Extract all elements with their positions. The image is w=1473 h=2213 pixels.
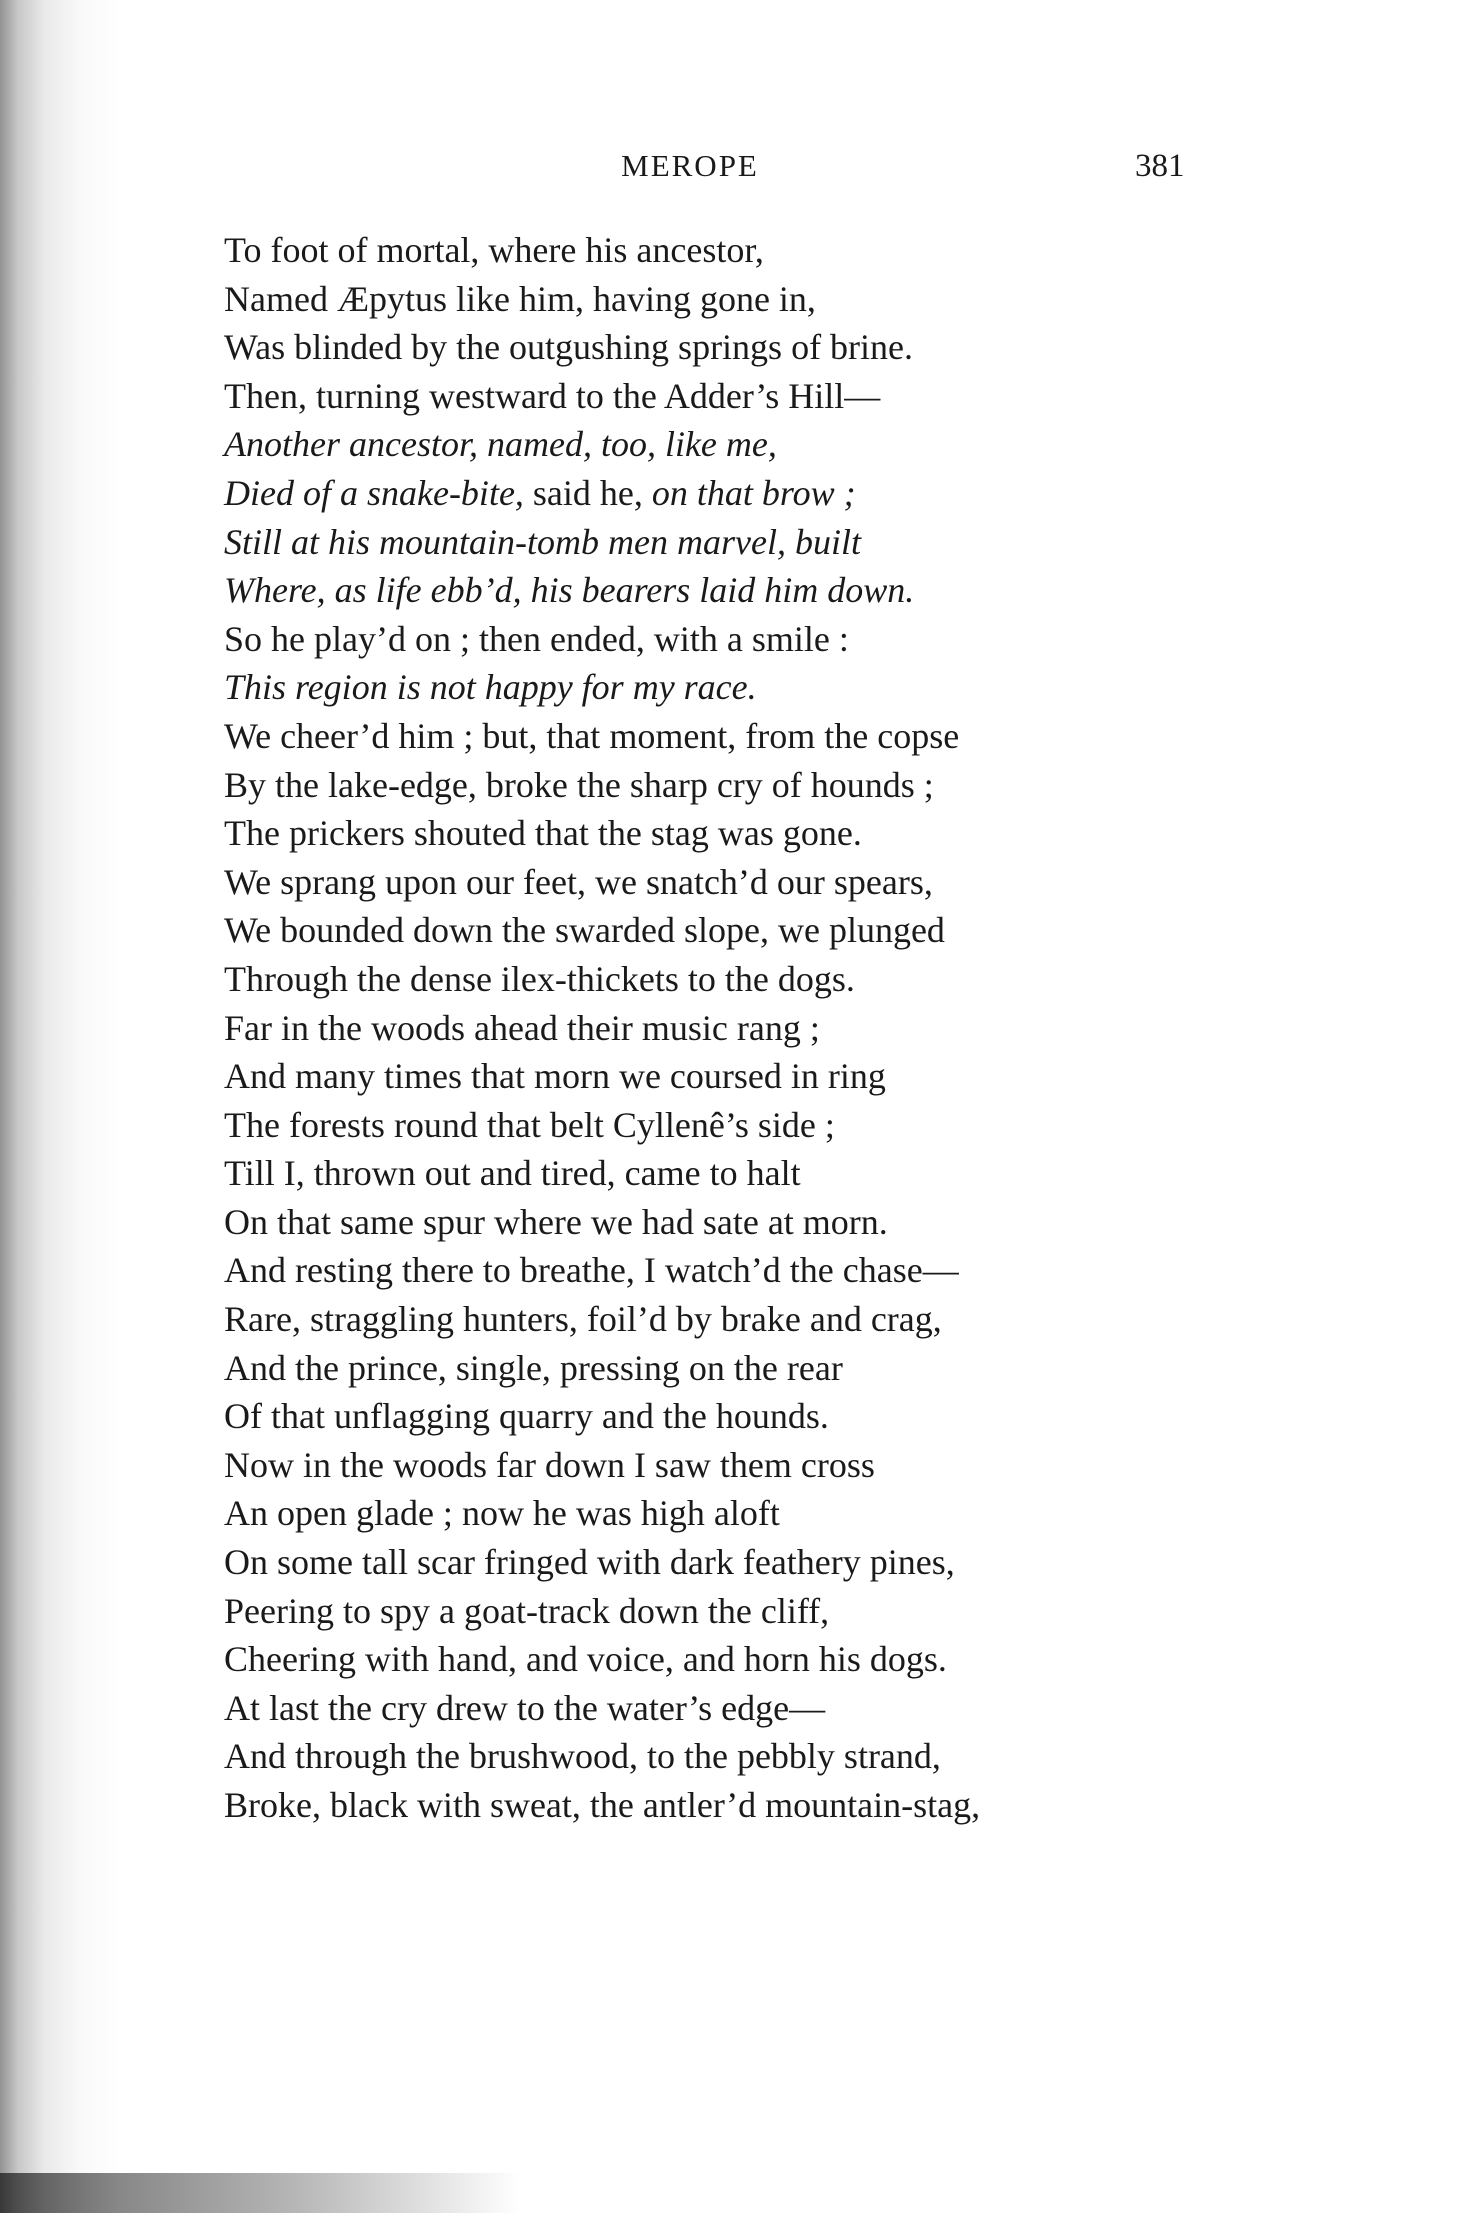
verse-line: Now in the woods far down I saw them cross — [224, 1444, 875, 1485]
verse-line: Named Æpytus like him, having gone in, — [224, 278, 816, 319]
verse-line: Was blinded by the outgushing springs of brine. — [224, 327, 914, 368]
verse-fragment-italic: Died of a snake-bite, — [224, 472, 524, 513]
verse-line: So he play’d on ; then ended, with a smile : — [224, 618, 849, 659]
verse-line-italic: This region is not happy for my race. — [224, 667, 757, 708]
running-head — [0, 148, 1473, 196]
verse-line: By the lake-edge, broke the sharp cry of hounds ; — [224, 764, 934, 805]
verse-line: To foot of mortal, where his ancestor, — [224, 230, 764, 270]
verse-line: Peering to spy a goat-track down the cliff, — [224, 1590, 830, 1631]
verse-line: We cheer’d him ; but, that moment, from the copse — [224, 715, 960, 756]
verse-line-italic: Another ancestor, named, too, like me, — [224, 424, 777, 465]
verse-line: Through the dense ilex-thickets to the dogs. — [224, 958, 855, 999]
verse-line: Cheering with hand, and voice, and horn his dogs. — [224, 1639, 947, 1680]
page-number: 381 — [1135, 148, 1185, 184]
verse-line: An open glade ; now he was high aloft — [224, 1493, 780, 1534]
verse-fragment-italic: on that brow ; — [651, 472, 856, 513]
binding-shadow — [0, 0, 120, 2213]
verse-line: And many times that morn we coursed in ring — [224, 1056, 886, 1097]
verse-line: At last the cry drew to the water’s edge— — [224, 1687, 826, 1728]
verse-line: And the prince, single, pressing on the rear — [224, 1347, 843, 1388]
verse-line: On that same spur where we had sate at morn. — [224, 1201, 888, 1242]
verse-fragment: said he, — [523, 472, 652, 513]
verse-line: We sprang upon our feet, we snatch’d our spears, — [224, 861, 933, 902]
running-title: MEROPE — [621, 148, 759, 183]
verse-line-italic: Where, as life ebb’d, his bearers laid him down. — [224, 570, 915, 611]
verse-line: Far in the woods ahead their music rang ; — [224, 1007, 820, 1048]
verse-line: Rare, straggling hunters, foil’d by brake and crag, — [224, 1299, 942, 1340]
verse-line: And through the brushwood, to the pebbly strand, — [224, 1736, 941, 1777]
verse-line: Broke, black with sweat, the antler’d mountain-stag, — [224, 1785, 981, 1825]
verse-line: Then, turning westward to the Adder’s Hill— — [224, 375, 881, 416]
verse-line-italic: Still at his mountain-tomb men marvel, built — [224, 521, 861, 562]
verse-line: On some tall scar fringed with dark feathery pines, — [224, 1542, 955, 1583]
verse-line: The forests round that belt Cyllenê’s side ; — [224, 1104, 835, 1145]
verse-line: Of that unflagging quarry and the hounds. — [224, 1396, 829, 1437]
poem-text — [224, 226, 1404, 1830]
binding-shadow-bottom — [0, 2173, 520, 2213]
verse-line: The prickers shouted that the stag was gone. — [224, 813, 862, 854]
verse-line: Till I, thrown out and tired, came to halt — [224, 1153, 801, 1194]
verse-line-mixed — [224, 469, 1404, 518]
verse-line: And resting there to breathe, I watch’d the chase— — [224, 1250, 959, 1291]
verse-line: We bounded down the swarded slope, we plunged — [224, 910, 945, 951]
